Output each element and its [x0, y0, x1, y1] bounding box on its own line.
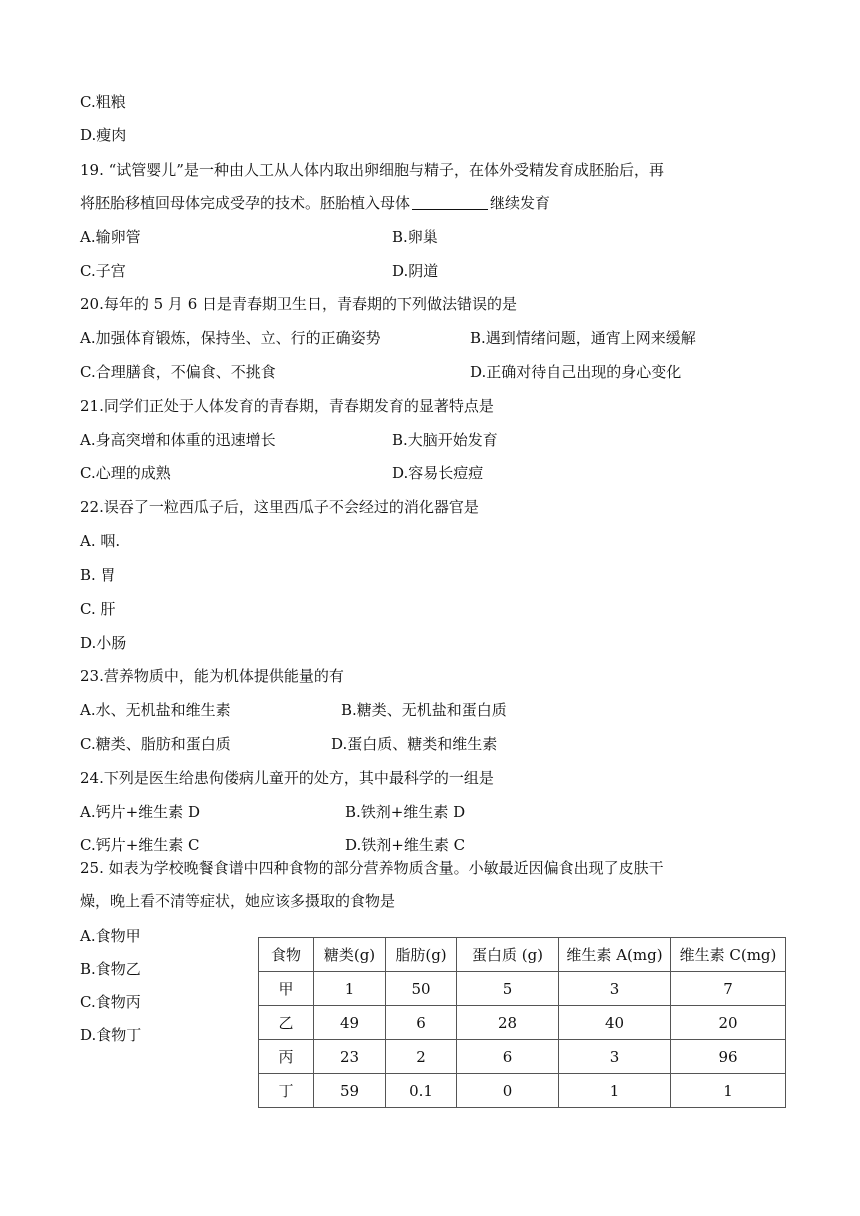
table-cell: 7: [671, 972, 786, 1006]
option-d-q24: D.铁剂+维生素 C: [345, 836, 466, 854]
option-c-q23: C.糖类、脂肪和蛋白质: [80, 735, 231, 753]
table-cell: 50: [386, 972, 457, 1006]
nutrition-table: [258, 937, 786, 1108]
option-d-q20: D.正确对待自己出现的身心变化: [470, 363, 682, 381]
table-cell: 3: [559, 1040, 671, 1074]
question-24: 24.下列是医生给患佝偻病儿童开的处方，其中最科学的一组是: [80, 769, 494, 787]
table-cell: 1: [314, 972, 386, 1006]
option-c-q20: C.合理膳食，不偏食、不挑食: [80, 363, 276, 381]
table-cell: 蛋白质 (g): [457, 938, 559, 972]
question-19-line1: 19. “试管婴儿”是一种由人工从人体内取出卵细胞与精子，在体外受精发育成胚胎后，再: [80, 161, 664, 179]
option-b-q24: B.铁剂+维生素 D: [345, 803, 466, 821]
table-cell: 糖类(g): [314, 938, 386, 972]
table-cell: 维生素 A(mg): [559, 938, 671, 972]
option-d-q22: D.小肠: [80, 634, 127, 652]
option-c-q25: C.食物丙: [80, 993, 141, 1011]
question-19-text-after-blank: 继续发育: [490, 194, 551, 212]
option-a-q23: A.水、无机盐和维生素: [80, 701, 231, 719]
answer-blank: [412, 195, 488, 210]
question-25-line2: 燥，晚上看不清等症状，她应该多摄取的食物是: [80, 892, 396, 910]
question-22: 22.误吞了一粒西瓜子后，这里西瓜子不会经过的消化器官是: [80, 498, 479, 516]
table-cell: 丁: [259, 1074, 314, 1108]
option-a-q19: A.输卵管: [80, 228, 141, 246]
option-c-q19: C.子宫: [80, 262, 126, 280]
option-a-q22: A. 咽.: [80, 532, 121, 550]
table-row: [259, 1040, 786, 1074]
option-a-q25: A.食物甲: [80, 927, 141, 945]
table-cell: 28: [457, 1006, 559, 1040]
table-cell: 丙: [259, 1040, 314, 1074]
option-c-q21: C.心理的成熟: [80, 464, 171, 482]
table-row: [259, 1074, 786, 1108]
question-23: 23.营养物质中，能为机体提供能量的有: [80, 667, 344, 685]
option-c-q22: C. 肝: [80, 600, 116, 618]
table-cell: 23: [314, 1040, 386, 1074]
option-b-q23: B.糖类、无机盐和蛋白质: [341, 701, 507, 719]
option-a-q20: A.加强体育锻炼，保持坐、立、行的正确姿势: [80, 329, 381, 347]
option-b-q19: B.卵巢: [392, 228, 438, 246]
table-cell: 40: [559, 1006, 671, 1040]
option-a-q21: A.身高突增和体重的迅速增长: [80, 431, 276, 449]
table-cell: 20: [671, 1006, 786, 1040]
table-cell: 0.1: [386, 1074, 457, 1108]
option-b-q21: B.大脑开始发育: [392, 431, 498, 449]
option-d-q18: D.瘦肉: [80, 126, 127, 144]
option-b-q22: B. 胃: [80, 566, 116, 584]
table-header-row: [259, 938, 786, 972]
option-b-q25: B.食物乙: [80, 960, 141, 978]
table-row: [259, 1006, 786, 1040]
option-d-q23: D.蛋白质、糖类和维生素: [331, 735, 498, 753]
table-cell: 3: [559, 972, 671, 1006]
table-cell: 96: [671, 1040, 786, 1074]
option-c-q18: C.粗粮: [80, 93, 126, 111]
table-cell: 维生素 C(mg): [671, 938, 786, 972]
table-cell: 6: [457, 1040, 559, 1074]
table-cell: 59: [314, 1074, 386, 1108]
table-cell: 0: [457, 1074, 559, 1108]
table-row: [259, 972, 786, 1006]
table-cell: 2: [386, 1040, 457, 1074]
option-b-q20: B.遇到情绪问题，通宵上网来缓解: [470, 329, 696, 347]
question-20: 20.每年的 5 月 6 日是青春期卫生日，青春期的下列做法错误的是: [80, 295, 518, 313]
table-cell: 甲: [259, 972, 314, 1006]
table-cell: 1: [559, 1074, 671, 1108]
table-cell: 6: [386, 1006, 457, 1040]
table-cell: 1: [671, 1074, 786, 1108]
table-cell: 脂肪(g): [386, 938, 457, 972]
table-cell: 食物: [259, 938, 314, 972]
question-19-line2: [80, 193, 550, 213]
option-c-q24: C.钙片+维生素 C: [80, 836, 200, 854]
question-25-line1: 25. 如表为学校晚餐食谱中四种食物的部分营养物质含量。小敏最近因偏食出现了皮肤干: [80, 859, 664, 877]
table-cell: 49: [314, 1006, 386, 1040]
option-a-q24: A.钙片+维生素 D: [80, 803, 200, 821]
option-d-q25: D.食物丁: [80, 1026, 142, 1044]
question-19-text-before-blank: 将胚胎移植回母体完成受孕的技术。胚胎植入母体: [80, 194, 411, 212]
option-d-q19: D.阴道: [392, 262, 439, 280]
option-d-q21: D.容易长痘痘: [392, 464, 484, 482]
table-cell: 5: [457, 972, 559, 1006]
table-cell: 乙: [259, 1006, 314, 1040]
question-21: 21.同学们正处于人体发育的青春期，青春期发育的显著特点是: [80, 397, 494, 415]
